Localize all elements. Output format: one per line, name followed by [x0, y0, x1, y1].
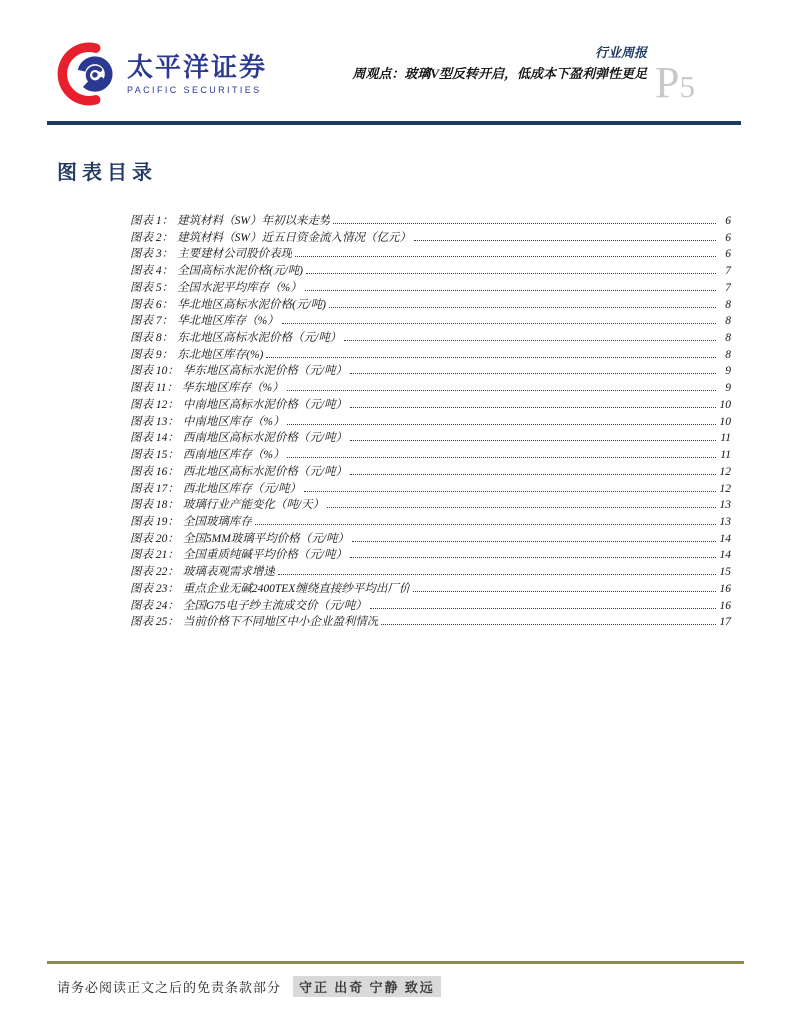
toc-dot-leader [306, 273, 716, 274]
toc-entry-page: 8 [725, 315, 731, 328]
toc-entry-title: 华东地区库存（%） [182, 382, 284, 395]
toc-entry-title: 华北地区库存（%） [177, 315, 279, 328]
toc-entry[interactable] [130, 563, 731, 580]
toc-entry-page: 12 [719, 482, 731, 495]
toc-entry-page: 6 [725, 248, 731, 261]
toc-entry-page: 16 [719, 582, 731, 595]
toc-dot-leader [350, 474, 716, 475]
toc-dot-leader [350, 373, 716, 374]
toc-entry-title: 当前价格下不同地区中小企业盈利情况 [182, 616, 379, 629]
toc-dot-leader [304, 491, 716, 492]
toc-entry-label: 图表 11： [130, 382, 179, 395]
toc-entry[interactable] [130, 296, 731, 313]
toc-entry[interactable] [130, 279, 731, 296]
toc-entry-page: 16 [719, 599, 731, 612]
toc-entry-page: 13 [719, 499, 731, 512]
logo-text [127, 53, 267, 95]
toc-entry-page: 11 [720, 432, 731, 445]
toc-entry-title: 重点企业无碱2400TEX缠绕直接纱平均出厂价 [182, 582, 411, 595]
toc-entry-title: 主要建材公司股价表现 [177, 248, 293, 261]
toc-entry[interactable] [130, 480, 731, 497]
toc-entry-label: 图表 16： [130, 465, 179, 478]
toc-dot-leader [381, 624, 716, 625]
toc-entry-label: 图表 14： [130, 432, 179, 445]
toc-entry-title: 全国5MM玻璃平均价格（元/吨） [182, 532, 349, 545]
toc-entry[interactable] [130, 530, 731, 547]
toc-entry[interactable] [130, 613, 731, 630]
toc-entry-page: 10 [719, 415, 731, 428]
report-type: 行业周报 [595, 45, 648, 60]
toc-entry[interactable] [130, 580, 731, 597]
toc-entry-label: 图表 8： [130, 332, 174, 345]
toc-entry-label: 图表 1： [130, 215, 174, 227]
toc-entry[interactable] [130, 245, 731, 262]
toc-entry-page: 10 [719, 398, 731, 411]
header-divider [47, 121, 741, 125]
toc-entry[interactable] [130, 597, 731, 614]
toc-entry[interactable] [130, 513, 731, 530]
toc-entry-page: 8 [725, 348, 731, 361]
page-label [655, 58, 695, 107]
toc-dot-leader [370, 608, 716, 609]
toc-entry-label: 图表 13： [130, 415, 179, 428]
toc-entry-title: 全国高标水泥价格(元/吨) [177, 265, 303, 278]
toc-entry-page: 13 [719, 515, 731, 528]
footer-disclaimer: 请务必阅读正文之后的免责条款部分 [57, 980, 282, 995]
toc-entry-page: 6 [725, 215, 731, 227]
toc-entry[interactable] [130, 329, 731, 346]
toc-entry[interactable] [130, 379, 731, 396]
toc-entry-label: 图表 4： [130, 265, 174, 278]
toc-dot-leader [282, 323, 716, 324]
toc-entry-label: 图表 7： [130, 315, 174, 328]
company-name-en: PACIFIC SECURITIES [127, 84, 262, 95]
toc-entry-page: 9 [725, 365, 731, 378]
toc-dot-leader [278, 574, 716, 575]
toc-entry[interactable] [130, 312, 731, 329]
toc-dot-leader [414, 240, 716, 241]
toc-entry-label: 图表 17： [130, 482, 179, 495]
toc-entry[interactable] [130, 413, 731, 430]
toc-entry-title: 全国G75电子纱主流成交价（元/吨） [182, 599, 367, 612]
toc-entry[interactable] [130, 496, 731, 513]
toc-entry-title: 西北地区高标水泥价格（元/吨） [182, 465, 348, 478]
toc-entry-title: 西南地区库存（%） [182, 449, 285, 462]
header-titles [352, 45, 647, 81]
toc-dot-leader [352, 541, 716, 542]
company-logo [57, 38, 267, 110]
toc-entry-label: 图表 2： [130, 231, 174, 244]
toc-entry-label: 图表 15： [130, 449, 179, 462]
toc-dot-leader [287, 457, 716, 458]
toc-dot-leader [350, 407, 716, 408]
toc-entry-title: 东北地区高标水泥价格（元/吨） [177, 332, 342, 345]
toc-entry[interactable] [130, 229, 731, 246]
toc-entry-title: 西北地区库存（元/吨） [182, 482, 302, 495]
toc-dot-leader [327, 507, 716, 508]
toc-entry-title: 全国重质纯碱平均价格（元/吨） [182, 549, 348, 562]
toc-dot-leader [350, 557, 716, 558]
toc-entry[interactable] [130, 346, 731, 363]
toc-entry-title: 华北地区高标水泥价格(元/吨) [177, 298, 326, 311]
toc-dot-leader [329, 307, 716, 308]
toc-entry-page: 7 [725, 265, 731, 278]
toc-entry[interactable] [130, 429, 731, 446]
toc-entry-label: 图表 21： [130, 549, 179, 562]
toc-entry-page: 15 [719, 566, 731, 579]
toc-dot-leader [295, 256, 716, 257]
toc-entry-label: 图表 10： [130, 365, 179, 378]
toc-entry-label: 图表 19： [130, 515, 179, 528]
footer-motto: 守正 出奇 宁静 致远 [293, 976, 441, 997]
toc-entry-title: 全国水泥平均库存（%） [177, 281, 302, 294]
header-right [352, 45, 695, 105]
toc-entry-label: 图表 25： [130, 616, 179, 629]
toc-entry-title: 玻璃行业产能变化（吨/天） [182, 499, 325, 512]
toc-entry-page: 7 [725, 281, 731, 294]
toc-entry-page: 6 [725, 231, 731, 244]
toc-entry[interactable] [130, 446, 731, 463]
toc-entry-page: 17 [719, 616, 731, 629]
toc-entry-page: 8 [725, 332, 731, 345]
toc-entry[interactable] [130, 212, 731, 229]
toc-entry[interactable] [130, 262, 731, 279]
toc-dot-leader [413, 591, 716, 592]
toc-entry-page: 14 [719, 532, 731, 545]
toc-entry-label: 图表 24： [130, 599, 179, 612]
toc-dot-leader [350, 440, 716, 441]
toc-entry-page: 11 [720, 449, 731, 462]
report-headline: 周观点：玻璃V型反转开启，低成本下盈利弹性更足 [352, 65, 648, 81]
toc-dot-leader [333, 223, 716, 224]
toc-entry-title: 中南地区库存（%） [182, 415, 285, 428]
toc-entry-page: 8 [725, 298, 731, 311]
toc-entry-label: 图表 3： [130, 248, 174, 261]
toc-entry[interactable] [130, 546, 731, 563]
footer-divider [47, 961, 744, 964]
pacific-securities-logo-icon [57, 38, 119, 110]
page-letter: P [655, 58, 680, 107]
toc-entry-page: 9 [725, 382, 731, 395]
company-name-cn: 太平洋证券 [127, 52, 268, 83]
toc-dot-leader [266, 357, 716, 358]
toc-dot-leader [287, 390, 716, 391]
toc-entry[interactable] [130, 362, 731, 379]
toc-entry-title: 东北地区库存(%) [177, 348, 264, 361]
toc-dot-leader [255, 524, 716, 525]
toc-entry-title: 中南地区高标水泥价格（元/吨） [182, 398, 348, 411]
toc-entry-title: 华东地区高标水泥价格（元/吨） [182, 365, 348, 378]
toc-entry-title: 建筑材料（SW）近五日资金流入情况（亿元） [177, 231, 411, 244]
toc-entry[interactable] [130, 463, 731, 480]
toc-entry-page: 12 [719, 465, 731, 478]
toc-entry-label: 图表 22： [130, 566, 179, 579]
toc-dot-leader [305, 290, 716, 291]
toc-entry-label: 图表 6： [130, 298, 174, 311]
footer [57, 976, 441, 997]
toc-entry-title: 西南地区高标水泥价格（元/吨） [182, 432, 348, 445]
toc-title: 图表目录 [57, 162, 157, 184]
toc-entry-title: 建筑材料（SW）年初以来走势 [177, 215, 331, 227]
toc-entry-label: 图表 12： [130, 398, 179, 411]
toc-entry-label: 图表 18： [130, 499, 179, 512]
toc-dot-leader [287, 424, 716, 425]
toc-entry-label: 图表 9： [130, 348, 174, 361]
toc-entry[interactable] [130, 396, 731, 413]
toc-dot-leader [344, 340, 716, 341]
toc-entry-page: 14 [719, 549, 731, 562]
toc-entry-label: 图表 23： [130, 582, 179, 595]
toc-list [130, 212, 731, 630]
toc-entry-label: 图表 5： [130, 281, 174, 294]
toc-entry-label: 图表 20： [130, 532, 179, 545]
toc-entry-title: 玻璃表观需求增速 [182, 566, 275, 579]
page-number: 5 [679, 69, 695, 104]
toc-entry-title: 全国玻璃库存 [182, 515, 252, 528]
